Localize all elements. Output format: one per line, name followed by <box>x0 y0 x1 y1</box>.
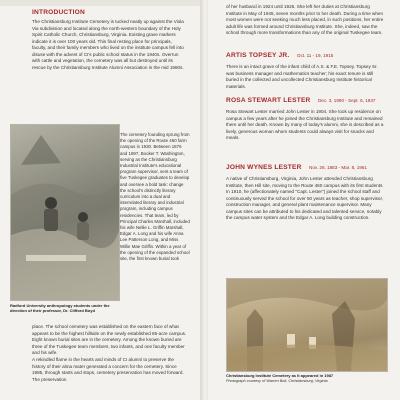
cemetery-1987-photo <box>226 278 388 372</box>
entry-title: ROSA STEWART LESTER <box>226 97 311 104</box>
wrapped-paragraph: The cemetery founding sprung from the opening of the Route 460 farm campus in 1930. Between 1876 and 1897, Booker T. Washington, serving as the Christiansburg Industrial Institute's educational program supervisor, sent a team of five Tuskegee graduates to develop and oversee a bold task: change the school's distinctly literary curriculum into a dual and interrelated literary and industrial program, including campus residencies. That team, led by Principal Charles Marshall, included his wife Nellie L. Griffin Marshall, Edgar A. Long and his wife Anna Lee Patterson Long, and Miss Willie Mae Griffin. Within a year of the opening of the expanded school site, the first known burial took <box>120 132 190 262</box>
left-photo-caption: Radford University anthropology students under the direction of their professor, Dr. Clifford Boyd <box>10 303 110 313</box>
entry-dates: Oct. 11 - 19, 1915 <box>296 53 334 58</box>
entry-john-lester <box>226 156 386 222</box>
continued-paragraph: of her husband in 1924 until 1926. She left her duties at Christiansburg Institute in May of 1945, seven months prior to her death. During a time when most women were not seeking much less placed, in such positions, her entire adult life was formed around Christiansburg Institute. She, indeed, saw the school through more transformations than any of the original Tuskegee team. <box>226 4 384 35</box>
section-heading-introduction: INTRODUCTION <box>32 9 85 16</box>
entry-artis-topsey <box>226 44 386 90</box>
entry-body: There is an intact grave of the infant child of A.S. & F.E. Topsey. Topsey Sr. was business manager and mathematics teacher; his exact tenure is still buried in the collected and uncollected Christiansburg Institute historical materials. <box>226 64 378 89</box>
preservation-paragraph: A rekindled flame in the hearts and minds of CI alumni to preserve the history of their alma mater generated a concern for the cemetery. Since 1985, through starts and stops, cemetery preservation has moved forward. The preservation <box>32 357 184 382</box>
entry-rosa-lester <box>226 89 386 142</box>
photo-scene <box>227 279 387 371</box>
intro-paragraph: The Christiansburg Institute Cemetery is tucked neatly up against the Viola Via subdivision and located along the north-western boundary of the Holy Spirit Catholic Church, Christiansburg, Virginia. Existing grave markers indicate it is over 100 years old. This final resting place for principals, faculty, and their family members who lived on the institute campus fell into disuse with the advent of CI's public school status in the 1940s. Overrun with cattle and vegetation, the cemetery was all but destroyed until its rescue by the Christiansburg Institute Alumni Association in the mid 1980s. <box>32 19 184 70</box>
right-column <box>210 0 400 400</box>
entry-dates: Nov. 26, 1883 - Mar. 8, 1961 <box>309 165 367 170</box>
page-fold <box>200 0 208 400</box>
entry-body: A native of Christiansburg, Virginia, John Lester attended Christiansburg Institute, then Hill site, moving to the Route 460 campus with its first students. In 1910, he (affectionately named "Capt. Lester") joined the school staff and continuously served the school for over 50 years as teacher, shop supervisor, construction manager, and general plant maintenance supervisor. Many campus sites can be attributed to his dedicated and talented service, notably the campus water system and the Edgar A. Long building construction. <box>226 176 384 220</box>
top-margin <box>0 0 200 6</box>
entry-title: ARTIS TOPSEY JR. <box>226 52 290 59</box>
anthropology-students-photo <box>10 124 120 301</box>
photo-scene <box>11 125 119 300</box>
entry-body: Rosa Stewart Lester married John Lester in 1904. She took up residence on campus a few years after he joined the Christiansburg Institute and remained there until her death. Known by many of today's alumni, she is described as a lively, generous woman whom students could always visit for snacks and meals. <box>226 109 384 140</box>
cemetery-paragraph: place. The school cemetery was established on the eastern face of what appears to be the highest hillside on the newly established 85-acre campus. Eight known burial sites are in the cemetery. Among the known buried are three of the Tuskegee team members, two infants, and one faculty member and his wife. <box>32 324 187 355</box>
right-photo-credit: Photograph courtesy of Warren Bolt, Christiansburg, Virginia <box>226 379 328 383</box>
entry-title: JOHN WYNES LESTER <box>226 164 302 171</box>
right-photo-caption: Christiansburg Institute Cemetery as it appeared in 1987 <box>226 373 334 378</box>
entry-dates: Dec. 3, 1890 - Sept. 6, 1937 <box>317 98 376 103</box>
